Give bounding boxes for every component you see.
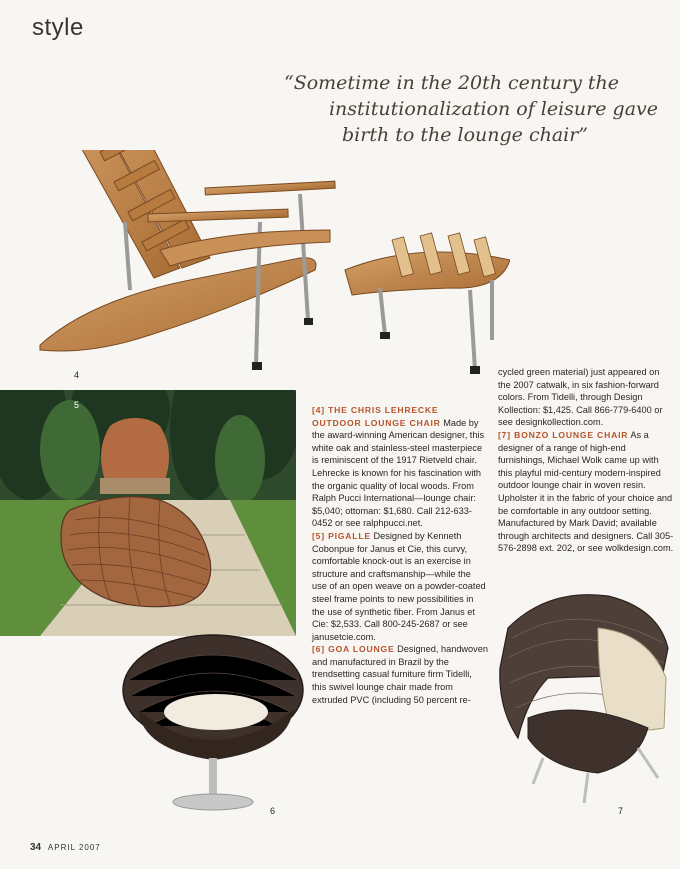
- photo-number: 6: [270, 806, 276, 816]
- caption-item: [312, 404, 488, 530]
- pull-quote-line: birth to the lounge chair”: [342, 124, 589, 146]
- photo-number: 4: [74, 370, 80, 380]
- issue-date: APRIL 2007: [47, 843, 101, 852]
- caption-body: Designed by Kenneth Cobonpue for Janus et Cie, this curvy, comfortable knock-out is an exercise in structure and craftsmanship—while the use of an open weave on a powder-coated steel frame points to new possibilities in the use of synthetic fiber. From Janus et Cie: $2,533. Call 800-245-2687 or see janusetcie.com.: [312, 530, 486, 642]
- caption-item: [312, 643, 488, 706]
- pull-quote-line: “Sometime in the 20th century the: [284, 72, 620, 94]
- caption-body: As a designer of a range of high-end furnishings, Michael Wolk came up with this playful mid-century modern-inspired outdoor lounge chair in woven resin. Upholster it in the fabric of your choice and be comfortable in any outdoor setting. Manufactured by Mark David; available through architects and designers. Call 305-576-2898 ext. 202, or see wolkdesign.com.: [498, 429, 674, 554]
- caption-heading: [4] THE CHRIS LEHRECKE OUTDOOR LOUNGE CHAIR: [312, 405, 441, 428]
- caption-column-1: [312, 404, 488, 706]
- section-label: style: [32, 14, 84, 41]
- caption-heading: [7] BONZO LOUNGE CHAIR: [498, 429, 629, 440]
- caption-item: [498, 429, 674, 555]
- photo-pigalle-chair: [0, 390, 296, 636]
- caption-column-2: [498, 366, 674, 555]
- photo-bonzo-lounge-chair: [488, 588, 678, 808]
- caption-heading: [5] PIGALLE: [312, 530, 371, 541]
- caption-item: [498, 366, 674, 429]
- caption-body: cycled green material) just appeared on the 2007 catwalk, in six fashion-forward colors. From Tidelli, through Design Kollection: $1,425. Call 866-779-6400 or see designkollection.com.: [498, 367, 663, 428]
- pull-quote: [278, 70, 658, 148]
- caption-body: Made by the award-winning American designer, this white oak and stainless-steel masterpiece is reminiscent of the 1917 Rietveld chair. Lehrecke is known for his fascination with the organic quality of local woods. From Ralph Pucci International—lounge chair: $5,040; ottoman: $1,680. Call 212-633-0452 or see ralphpucci.net.: [312, 417, 485, 529]
- photo-number: 7: [618, 806, 624, 816]
- photo-goa-lounge: [118, 630, 308, 820]
- page-number: 34: [30, 842, 42, 853]
- caption-heading: [6] GOA LOUNGE: [312, 644, 395, 655]
- caption-body: Designed, handwoven and manufactured in Brazil by the trendsetting casual furniture firm Tidelli, this swivel lounge chair made from extruded PVC (including 50 percent re-: [312, 644, 488, 705]
- page-footer: [30, 842, 101, 853]
- pull-quote-line: institutionalization of leisure gave: [328, 98, 658, 120]
- photo-number: 5: [74, 400, 80, 410]
- caption-item: [312, 530, 488, 643]
- photo-teak-lounge-chair: [30, 150, 510, 380]
